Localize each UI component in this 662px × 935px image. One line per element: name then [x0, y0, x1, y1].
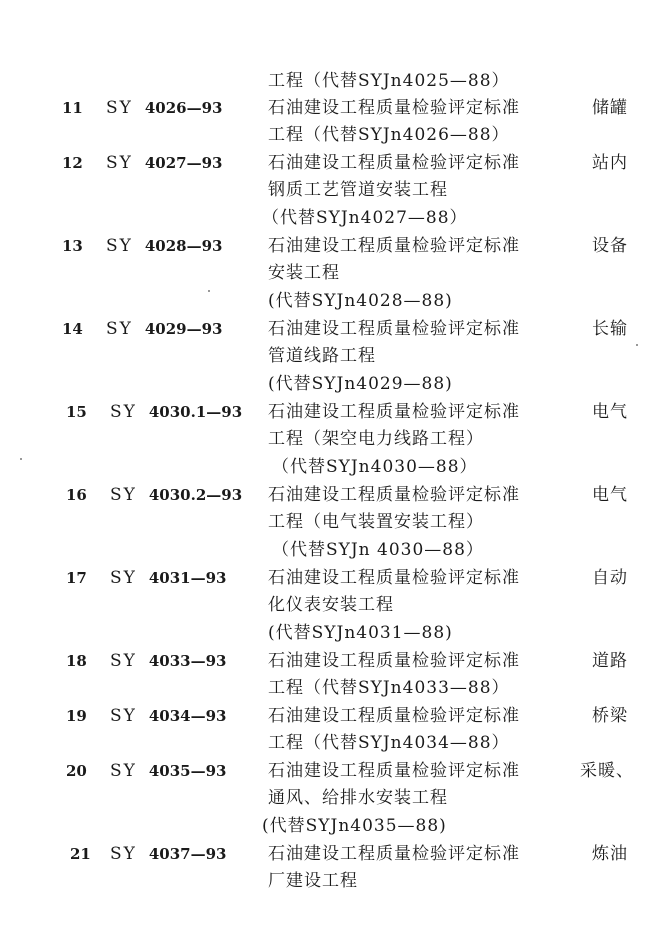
- standard-number: 4027—93: [144, 154, 223, 172]
- standard-prefix: SY: [110, 761, 137, 781]
- standard-code: [110, 567, 227, 589]
- entry-continuation: 工程（电气装置安装工程）: [268, 512, 484, 532]
- entry-number: 19: [66, 707, 87, 725]
- entry-number: 16: [66, 486, 87, 504]
- entry-number: 13: [62, 237, 83, 255]
- entry-continuation: 管道线路工程: [268, 346, 376, 366]
- standard-prefix: SY: [110, 651, 137, 671]
- standard-prefix: SY: [106, 236, 133, 256]
- entry-number: 15: [66, 403, 87, 421]
- entry-title: 石油建设工程质量检验评定标准: [268, 844, 520, 864]
- entry-title: 石油建设工程质量检验评定标准: [268, 236, 520, 256]
- standard-prefix: SY: [106, 153, 133, 173]
- standard-code: [110, 484, 242, 506]
- entry-continuation: 安装工程: [268, 263, 340, 283]
- standard-number: 4030.2—93: [148, 486, 243, 504]
- standard-number: 4026—93: [144, 99, 223, 117]
- standard-number: 4034—93: [148, 707, 227, 725]
- standard-prefix: SY: [106, 98, 133, 118]
- entry-title-tail: 长输: [592, 319, 628, 339]
- entry-replaces: (代替SYJn4031—88): [268, 623, 453, 643]
- entry-title-tail: 自动: [592, 568, 628, 588]
- entry-replaces: (代替SYJn4035—88): [262, 816, 447, 836]
- entry-title-tail: 电气: [592, 485, 628, 505]
- standard-number: 4035—93: [148, 762, 227, 780]
- standard-code: [110, 705, 227, 727]
- entry-number: 11: [62, 99, 83, 117]
- standard-code: [110, 401, 242, 423]
- standard-prefix: SY: [110, 485, 137, 505]
- entry-title-tail: 炼油: [592, 844, 628, 864]
- standard-code: [106, 235, 223, 257]
- entry-continuation: 化仪表安装工程: [268, 595, 394, 615]
- entry-continuation: 工程（代替SYJn4034—88）: [268, 733, 510, 753]
- entry-number: 21: [70, 845, 91, 863]
- standard-prefix: SY: [110, 402, 137, 422]
- entry-continuation: 通风、给排水安装工程: [268, 788, 448, 808]
- standard-code: [106, 318, 223, 340]
- standard-prefix: SY: [110, 706, 137, 726]
- entry-title-tail: 采暖、: [580, 761, 634, 781]
- scan-speck: [20, 458, 22, 460]
- standard-number: 4037—93: [148, 845, 227, 863]
- standard-code: [110, 843, 227, 865]
- entry-title: 石油建设工程质量检验评定标准: [268, 153, 520, 173]
- standard-prefix: SY: [110, 568, 137, 588]
- entry-title-tail: 电气: [592, 402, 628, 422]
- entry-replaces: （代替SYJn 4030—88）: [272, 540, 484, 560]
- scan-speck: [208, 290, 210, 292]
- entry-replaces: (代替SYJn4028—88): [268, 291, 453, 311]
- entry-title-tail: 桥梁: [592, 706, 628, 726]
- entry-continuation: 工程（代替SYJn4026—88）: [268, 125, 510, 145]
- scan-speck: [636, 344, 638, 346]
- entry-title-tail: 道路: [592, 651, 628, 671]
- entry-title: 石油建设工程质量检验评定标准: [268, 319, 520, 339]
- standard-number: 4031—93: [148, 569, 227, 587]
- standard-code: [110, 650, 227, 672]
- entry-number: 18: [66, 652, 87, 670]
- entry-number: 14: [62, 320, 83, 338]
- entry-continuation: 工程（代替SYJn4033—88）: [268, 678, 510, 698]
- standard-number: 4029—93: [144, 320, 223, 338]
- entry-title-tail: 储罐: [592, 98, 628, 118]
- entry-continuation: 厂建设工程: [268, 871, 358, 891]
- entry-replaces: （代替SYJn4030—88）: [272, 457, 478, 477]
- continuation-line: 工程（代替SYJn4025—88）: [268, 71, 510, 91]
- entry-number: 17: [66, 569, 87, 587]
- standard-prefix: SY: [110, 844, 137, 864]
- entry-title: 石油建设工程质量检验评定标准: [268, 761, 520, 781]
- entry-title-tail: 站内: [592, 153, 628, 173]
- standard-prefix: SY: [106, 319, 133, 339]
- standard-number: 4033—93: [148, 652, 227, 670]
- standard-number: 4028—93: [144, 237, 223, 255]
- entry-replaces: (代替SYJn4029—88): [268, 374, 453, 394]
- entry-title: 石油建设工程质量检验评定标准: [268, 485, 520, 505]
- entry-continuation: 钢质工艺管道安装工程: [268, 180, 448, 200]
- entry-title-tail: 设备: [592, 236, 628, 256]
- entry-title: 石油建设工程质量检验评定标准: [268, 402, 520, 422]
- standard-code: [110, 760, 227, 782]
- entry-number: 20: [66, 762, 87, 780]
- entry-title: 石油建设工程质量检验评定标准: [268, 651, 520, 671]
- entry-title: 石油建设工程质量检验评定标准: [268, 568, 520, 588]
- entry-replaces: （代替SYJn4027—88）: [262, 208, 468, 228]
- entry-continuation: 工程（架空电力线路工程）: [268, 429, 484, 449]
- entry-title: 石油建设工程质量检验评定标准: [268, 98, 520, 118]
- entry-title: 石油建设工程质量检验评定标准: [268, 706, 520, 726]
- standard-code: [106, 152, 223, 174]
- standard-code: [106, 97, 223, 119]
- entry-number: 12: [62, 154, 83, 172]
- standard-number: 4030.1—93: [148, 403, 243, 421]
